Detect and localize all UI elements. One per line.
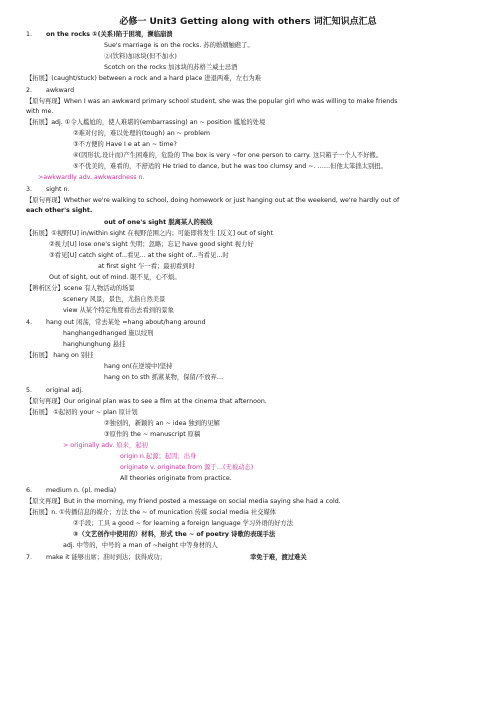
entry-headword: on the rocks ①(关系)陷于困境，濒临崩溃 — [46, 31, 173, 38]
related-word-1: > originally adv. 原来，起初 — [63, 442, 148, 449]
related-word-2: origin n.起源；起因；出身 — [120, 453, 197, 460]
entry-number: 5. — [26, 387, 33, 394]
proverb: Out of sight, out of mind. 眼不见，心不烦。 — [49, 274, 181, 281]
source-sentence-cont: each other's sight. — [26, 207, 93, 214]
adjective-sense: adj. 中等的，中号的 a man of ~height 中等身材的人 — [63, 542, 218, 549]
extension-2: ②手段；工具 a good ~ for learning a foreign language 学习外语的好方法 — [73, 520, 294, 527]
extension-2: ②视力[U] lose one's sight 失明；忽略；忘记 have good sight 视力好 — [49, 241, 254, 248]
entry-number: 4. — [26, 319, 33, 326]
sense-1: 【拓展】adj. ①令人尴尬的，使人难堪的(embarrassing) an ~ position 尴尬的处境 — [26, 119, 266, 126]
verb-form-2: hanghunghung 悬挂 — [63, 341, 126, 348]
entry-headword: awkward — [46, 87, 75, 94]
extension-3: ③（文艺创作中使用的）材料，形式 the ~ of poetry 诗歌的表现手法 — [73, 531, 276, 538]
sense-4: ④(因形状,设计而)产生困难的，危险的 The box is very ~for one person to carry. 这只箱子一个人不好搬。 — [73, 152, 383, 159]
extension-3: hang on to sth 抓紧某物，保留/不放弃… — [104, 374, 224, 381]
sense-5: ⑤不优美的，难看的，不舒适的 He tried to dance, but he was too clumsy and ~. ……但他太笨拙太别扭。 — [73, 163, 387, 170]
distinction-1: 【辨析区分】scene 有人物活动的场景 — [26, 285, 135, 292]
example-sentence: Sue's marriage is on the rocks. 苏的婚姻触礁了。 — [104, 42, 254, 49]
distinction-3: view 从某个特定角度看出去看到的景象 — [63, 307, 174, 314]
entry-headword: original adj. — [46, 387, 84, 394]
extension-1: 【拓展】①视野[U] in/within sight 在视野范围之内；可能即将发生 [反义] out of sight — [26, 230, 273, 237]
example-sentence: All theories originate from practice. — [120, 475, 232, 482]
extension-3: ③看见[U] catch sight of...看见... at the sight of...当看见...时 — [49, 252, 229, 259]
verb-form-1: hanghangedhanged 施以绞刑 — [63, 330, 154, 337]
source-sentence: 【原句再现】Our original plan was to see a film at the cinema that afternoon. — [26, 398, 267, 405]
extension-3: ③原作的 the ~ manuscript 原稿 — [104, 431, 201, 438]
source-sentence: 【原文再现】But in the morning, my friend posted a message on social media saying she had a cold. — [26, 498, 341, 505]
page-title: 必修一 Unit3 Getting along with others 词汇知识点汇总 — [119, 17, 377, 27]
extension-note: 【拓展】(caught/stuck) between a rock and a hard place 进退两难，左右为难 — [26, 75, 261, 82]
entry-number: 1. — [26, 31, 33, 38]
extension-1: 【拓展】n. ①传播信息的媒介；方法 the ~ of munication 传媒 social media 社交媒体 — [26, 509, 277, 516]
entry-headword: make it 能够出席；准时到达；获得成功； — [46, 554, 166, 561]
entry-number: 2. — [26, 87, 33, 94]
entry-number: 7. — [26, 554, 33, 561]
source-sentence: 【原句再现】When I was an awkward primary school student, she was the popular girl who was willing to make friends — [26, 98, 398, 105]
entry-headword: sight n. — [46, 186, 70, 193]
entry-headword: hang out 闲荡，常去某处 =hang about/hang around — [46, 319, 206, 326]
example-sentence: Scotch on the rocks 加冰块的苏格兰威士忌酒 — [104, 64, 238, 71]
entry-number: 6. — [26, 487, 33, 494]
extension-1: 【拓展】 ①起初的 your ~ plan 原计划 — [26, 409, 138, 416]
sense-3: ③不方便的 Have I e at an ~ time? — [73, 141, 177, 148]
related-word-3: originate v. originate from 源于…(无被动态) — [120, 464, 254, 471]
entry-number: 3. — [26, 186, 33, 193]
definition: ②(饮料)加冰块(但不加水) — [104, 53, 177, 60]
entry-sense-bold: 幸免于难，渡过难关 — [250, 554, 307, 561]
source-sentence: 【原句再现】Whether we're walking to school, doing homework or just hanging out at the weekend, we're hardly out of — [26, 197, 400, 204]
derivatives: >awkwardly adv. awkwardness n. — [38, 174, 145, 181]
extension-2: hang on(在逆境中)坚持 — [104, 363, 173, 370]
key-phrase: out of one's sight 脱离某人的视线 — [104, 219, 213, 226]
extension-2: ②独创的，新颖的 an ~ idea 独到的见解 — [104, 420, 220, 427]
extension-1: 【拓展】 hang on 别挂 — [26, 352, 94, 359]
entry-headword: medium n. (pl. media) — [46, 487, 117, 494]
distinction-2: scenery 风景，景色，尤指自然美景 — [63, 296, 166, 303]
source-sentence-cont: with me. — [26, 108, 54, 115]
extension-4: at first sight 乍一看；最初看到时 — [98, 263, 195, 270]
sense-2: ②难对付的，难以处理的(tough) an ~ problem — [73, 130, 211, 137]
